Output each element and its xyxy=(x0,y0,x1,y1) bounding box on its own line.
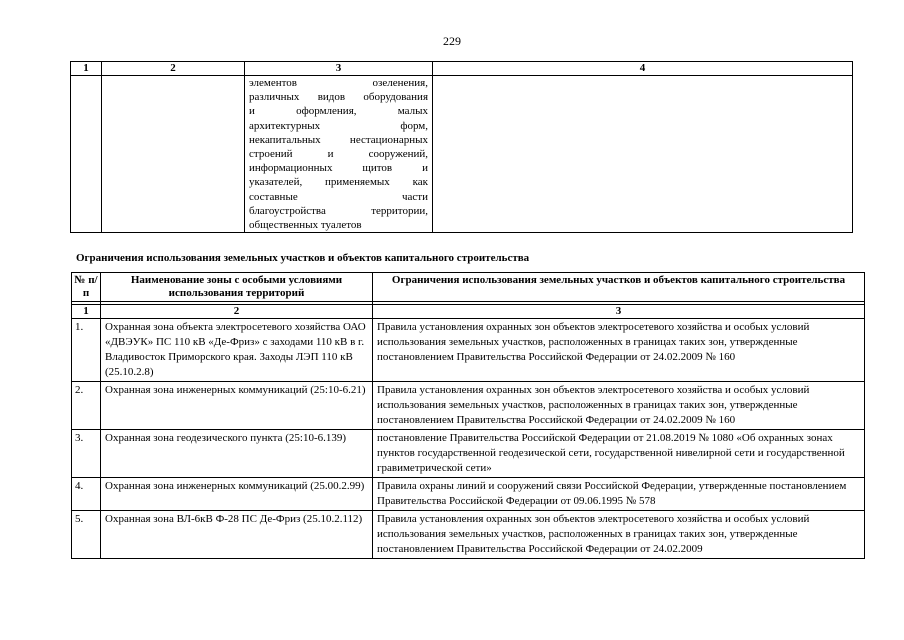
column-number-3: 3 xyxy=(373,305,865,319)
text-line: строений и сооружений, xyxy=(249,148,428,161)
table-row xyxy=(72,319,865,382)
table-row xyxy=(72,430,865,478)
text-line: элементов озеленения, xyxy=(249,77,428,89)
empty-cell xyxy=(433,76,853,233)
restriction-text: Правила установления охранных зон объектов электросетевого хозяйства и особых условий использования земельных участков, расположенных в границах таких зон, утвержденные постановлением Правительства Российской Федерации от 24.02.2009 xyxy=(373,511,865,559)
zone-name: Охранная зона инженерных коммуникаций (25.00.2.99) xyxy=(101,478,373,511)
text-line: некапитальных нестационарных xyxy=(249,133,428,146)
row-number: 3. xyxy=(72,430,101,478)
text-line: общественных туалетов xyxy=(249,219,362,232)
text-line: благоустройства территории, xyxy=(249,204,428,217)
page-number: 229 xyxy=(443,34,461,48)
table-row xyxy=(72,478,865,511)
continuation-table-header xyxy=(71,62,853,76)
row-number: 4. xyxy=(72,478,101,511)
column-number-1: 1 xyxy=(72,305,101,319)
column-number-1: 1 xyxy=(71,62,102,76)
table-row xyxy=(72,382,865,430)
text-line: и оформления, малых xyxy=(249,105,428,118)
zone-name: Охранная зона ВЛ-6кВ Ф-28 ПС Де-Фриз (25.10.2.112) xyxy=(101,511,373,559)
column-numbers-row xyxy=(72,305,865,319)
section-caption: Ограничения использования земельных участков и объектов капитального строительства xyxy=(76,252,530,264)
table-row xyxy=(72,511,865,559)
header-number: № п/п xyxy=(72,273,101,302)
restriction-text: постановление Правительства Российской Федерации от 21.08.2019 № 1080 «Об охранных зонах пунктов государственной геодезической сети, государственной нивелирной сети и государственной гравиметрической сети» xyxy=(373,430,865,478)
column-number-2: 2 xyxy=(101,305,373,319)
zone-name: Охранная зона геодезического пункта (25:10-6.139) xyxy=(101,430,373,478)
continuation-table xyxy=(70,61,853,233)
row-number: 5. xyxy=(72,511,101,559)
restrictions-table xyxy=(71,272,865,559)
text-line: различных видов оборудования xyxy=(249,91,428,104)
restriction-text: Правила охраны линий и сооружений связи Российской Федерации, утвержденные постановлением Правительства Российской Федерации от 09.06.1995 № 578 xyxy=(373,478,865,511)
continuation-text-cell xyxy=(245,76,433,233)
continuation-row xyxy=(71,76,853,233)
text-line: составные части xyxy=(249,190,428,203)
text-line: архитектурных форм, xyxy=(249,119,428,132)
column-number-2: 2 xyxy=(102,62,245,76)
empty-cell xyxy=(102,76,245,233)
text-line: информационных щитов и xyxy=(249,162,428,175)
empty-cell xyxy=(71,76,102,233)
restrictions-table-header xyxy=(72,273,865,302)
row-number: 2. xyxy=(72,382,101,430)
restriction-text: Правила установления охранных зон объектов электросетевого хозяйства и особых условий использования земельных участков, расположенных в границах таких зон, утвержденные постановлением Правительства Российской Федерации от 24.02.2009 № 160 xyxy=(373,382,865,430)
zone-name: Охранная зона инженерных коммуникаций (25:10-6.21) xyxy=(101,382,373,430)
text-line: указателей, применяемых как xyxy=(249,176,428,189)
row-number: 1. xyxy=(72,319,101,382)
header-restrictions: Ограничения использования земельных участков и объектов капитального строительства xyxy=(373,273,865,302)
column-number-4: 4 xyxy=(433,62,853,76)
restriction-text: Правила установления охранных зон объектов электросетевого хозяйства и особых условий использования земельных участков, расположенных в границах таких зон, утвержденные постановлением Правительства Российской Федерации от 24.02.2009 № 160 xyxy=(373,319,865,382)
header-zone-name: Наименование зоны с особыми условиями использования территорий xyxy=(101,273,373,302)
column-number-3: 3 xyxy=(245,62,433,76)
zone-name: Охранная зона объекта электросетевого хозяйства ОАО «ДВЭУК» ПС 110 кВ «Де-Фриз» с заходами 110 кВ в г. Владивосток Приморского края. Заходы ЛЭП 110 кВ (25.10.2.8) xyxy=(101,319,373,382)
